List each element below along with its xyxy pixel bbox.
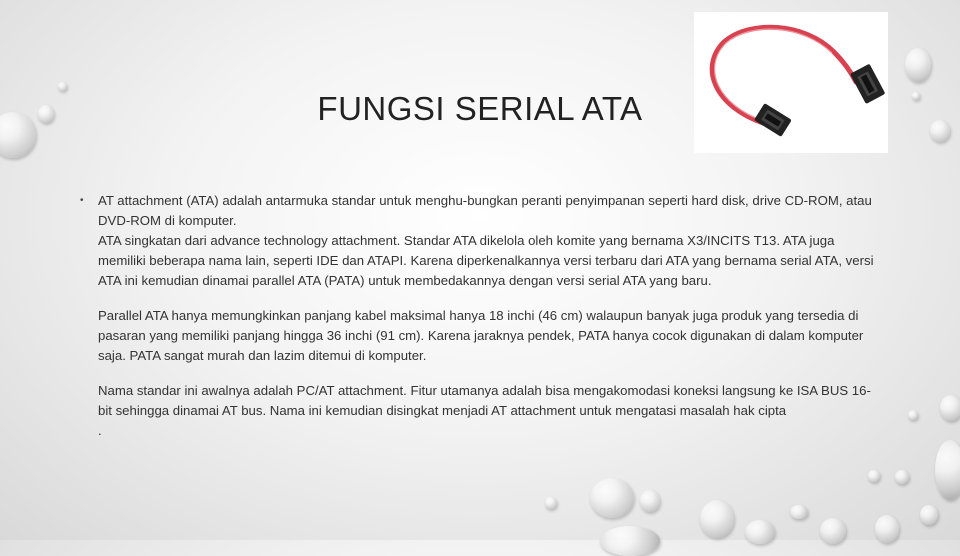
water-drop-decoration [920,505,938,525]
sata-cable-image [694,12,888,153]
water-drop-decoration [875,515,899,543]
water-drop-decoration [905,48,931,82]
paragraph: AT attachment (ATA) adalah antarmuka standar untuk menghu-bungkan peranti penyimpanan seperti hard disk, drive CD-ROM, atau DVD-ROM di komputer. [98,193,872,228]
paragraph: Nama standar ini awalnya adalah PC/AT attachment. Fitur utamanya adalah bisa mengakomodasi koneksi langsung ke ISA BUS 16-bit sehingga dinamai AT bus. Nama ini kemudian disingkat menjadi AT attachment untuk mengatasi masalah hak cipta [98,383,871,418]
sata-cable-icon [694,12,888,153]
water-drop-decoration [640,490,660,512]
water-drop-decoration [868,470,880,482]
bullet-marker: • [80,195,84,206]
paragraph: ATA singkatan dari advance technology attachment. Standar ATA dikelola oleh komite yang bernama X3/INCITS T13. ATA juga memiliki beberapa nama lain, seperti IDE dan ATAPI. Karena diperkenalkannya versi terbaru dari ATA yang bernama serial ATA, versi ATA ini kemudian dinamai parallel ATA (PATA) untuk membedakannya dengan versi serial ATA yang baru. [98,233,874,288]
water-drop-decoration [935,440,960,500]
water-drop-decoration [600,526,660,556]
slide-body [80,191,880,441]
bullet-item [80,191,880,231]
water-drop-decoration [820,518,846,544]
water-drop-decoration [545,497,557,509]
water-drop-decoration [590,478,634,518]
water-drop-decoration [940,395,960,421]
slide-title: FUNGSI SERIAL ATA [317,90,643,127]
water-drop-decoration [895,470,909,484]
water-drop-decoration [790,505,808,519]
paragraph: . [98,423,102,438]
paragraph: Parallel ATA hanya memungkinkan panjang kabel maksimal hanya 18 inchi (46 cm) walaupun banyak juga produk yang tersedia di pasaran yang memiliki panjang hingga 36 inchi (91 cm). Karena jaraknya pendek, PATA hanya cocok digunakan di dalam komputer saja. PATA sangat murah dan lazim ditemui di komputer. [98,308,864,363]
water-drop-decoration [745,520,775,544]
water-drop-decoration [908,410,918,420]
water-drop-decoration [700,500,734,538]
